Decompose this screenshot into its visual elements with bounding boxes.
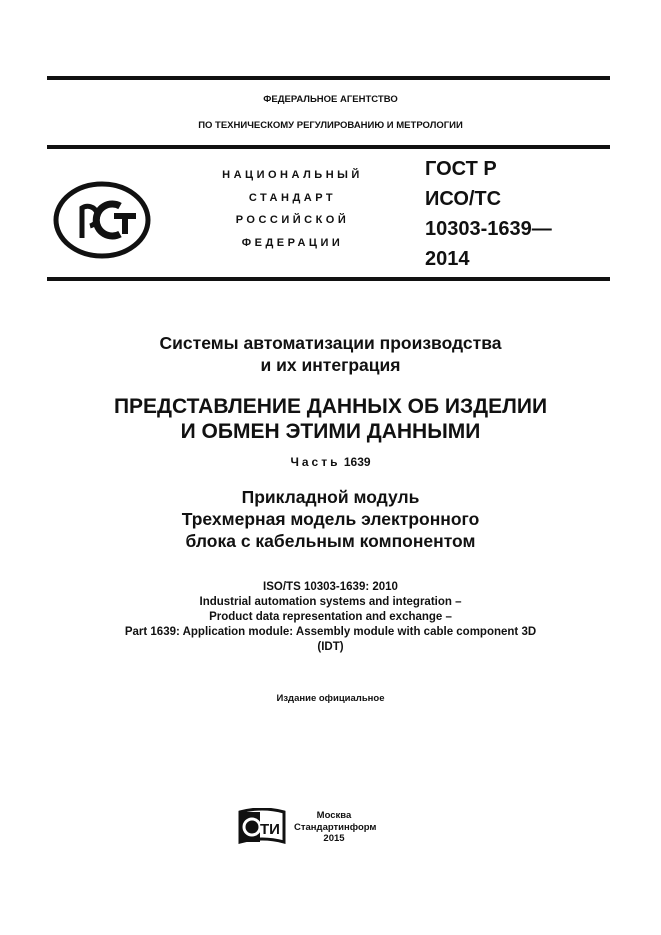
publisher-info [294, 810, 377, 845]
part-label [0, 455, 661, 469]
main-title-line: ПРЕДСТАВЛЕНИЕ ДАННЫХ ОБ ИЗДЕЛИИ [113, 395, 548, 418]
title-line: и их интеграция [260, 355, 401, 375]
main-title-line: И ОБМЕН ЭТИМИ ДАННЫМИ [180, 420, 481, 443]
standard-type-line: ФЕДЕРАЦИИ [241, 236, 344, 249]
agency-line-1: ФЕДЕРАЛЬНОЕ АГЕНТСТВО [263, 94, 398, 105]
original-line: ISO/TS 10303-1639: 2010 [263, 581, 398, 593]
part-number: 1639 [343, 455, 371, 469]
original-line: (IDT) [317, 641, 344, 653]
part-word: Часть [290, 455, 341, 469]
main-title [0, 394, 661, 444]
designation-line: 2014 [425, 248, 470, 270]
designation-line: ГОСТ Р [425, 158, 497, 180]
agency-line-2: ПО ТЕХНИЧЕСКОМУ РЕГУЛИРОВАНИЮ И МЕТРОЛОГИИ [198, 120, 463, 131]
rst-logo-icon [52, 180, 152, 260]
subtitle-line: Трехмерная модель электронного [181, 509, 480, 529]
subtitle [0, 486, 661, 552]
original-line: Product data representation and exchange – [209, 611, 452, 623]
standard-designation [425, 154, 552, 274]
publisher-city: Москва [316, 810, 352, 821]
original-standard [0, 580, 661, 655]
publisher-name: Стандартинформ [294, 821, 377, 833]
svg-text:ТИ: ТИ [260, 821, 280, 838]
subtitle-line: блока с кабельным компонентом [185, 531, 476, 551]
designation-line: ИСО/ТС [425, 188, 502, 210]
standard-type-line: РОССИЙСКОЙ [235, 214, 350, 226]
standard-type [210, 164, 375, 254]
standard-type-line: СТАНДАРТ [248, 191, 337, 204]
edition: Издание официальное [276, 693, 385, 704]
top-rule [47, 76, 610, 80]
publisher-year: 2015 [323, 833, 345, 844]
subtitle-line: Прикладной модуль [241, 487, 420, 507]
original-line: Part 1639: Application module: Assembly module with cable component 3D [124, 626, 537, 638]
bottom-rule [47, 277, 610, 281]
title-line: Системы автоматизации производства [159, 333, 502, 353]
designation-line: 10303-1639— [425, 218, 552, 240]
title-intro [0, 332, 661, 376]
standartinform-logo-icon [238, 808, 286, 846]
standard-type-line: НАЦИОНАЛЬНЫЙ [222, 169, 363, 181]
middle-rule [47, 145, 610, 149]
original-line: Industrial automation systems and integration – [199, 596, 462, 608]
